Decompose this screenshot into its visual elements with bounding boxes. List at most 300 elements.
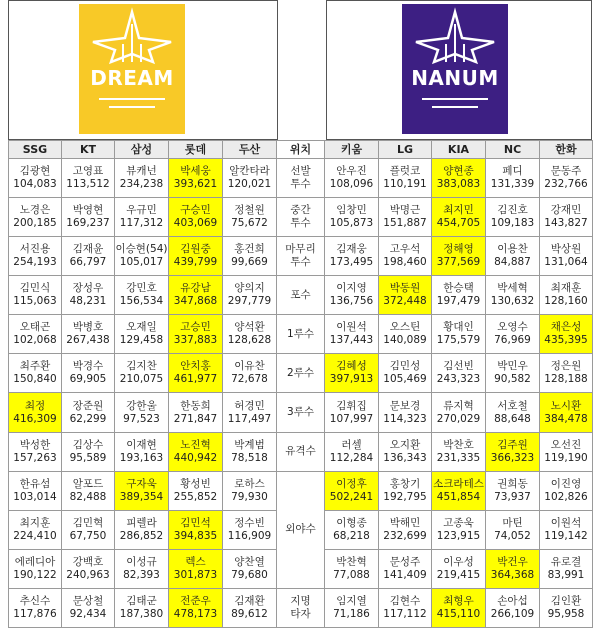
player-cell xyxy=(9,315,62,354)
vote-count: 254,193 xyxy=(13,256,57,269)
player-cell xyxy=(223,393,277,432)
player-name: 박병호 xyxy=(72,321,104,334)
player-name: 우규민 xyxy=(126,204,157,217)
vote-count: 140,089 xyxy=(383,334,427,347)
player-name: 김주원 xyxy=(497,438,528,451)
player-cell xyxy=(62,588,115,627)
table-row xyxy=(9,432,593,471)
player-cell xyxy=(9,510,62,549)
vote-count: 193,163 xyxy=(119,451,164,464)
player-name: 장준원 xyxy=(72,399,104,412)
vote-count: 266,109 xyxy=(490,607,535,620)
player-name: 김혜성 xyxy=(336,360,367,373)
all-star-vote-table xyxy=(8,140,593,628)
player-cell xyxy=(325,471,379,510)
player-name: 임창민 xyxy=(336,204,367,217)
vote-count: 113,512 xyxy=(66,178,110,191)
player-name: 이우성 xyxy=(443,555,474,568)
position-label: 유격수 xyxy=(277,432,325,471)
vote-count: 394,835 xyxy=(173,529,218,542)
player-cell xyxy=(223,315,277,354)
vote-count: 397,913 xyxy=(329,373,374,386)
position-label: 중간 투수 xyxy=(277,198,325,237)
player-cell xyxy=(169,432,223,471)
vote-count: 117,112 xyxy=(383,607,427,620)
vote-count: 156,534 xyxy=(119,295,164,308)
vote-count: 110,191 xyxy=(383,178,427,191)
player-cell xyxy=(432,549,486,588)
vote-count: 286,852 xyxy=(119,529,164,542)
player-cell xyxy=(540,432,593,471)
vote-count: 116,909 xyxy=(227,529,272,542)
vote-count: 123,915 xyxy=(436,529,481,542)
vote-count: 393,621 xyxy=(173,178,218,191)
player-cell xyxy=(486,315,540,354)
player-cell xyxy=(62,549,115,588)
vote-count: 301,873 xyxy=(173,568,218,581)
player-name: 이정후 xyxy=(336,477,367,490)
player-name: 류지혁 xyxy=(443,399,474,412)
player-cell xyxy=(115,510,169,549)
player-name: 강한울 xyxy=(126,399,157,412)
player-name: 김재환 xyxy=(234,594,265,607)
player-cell xyxy=(540,588,593,627)
player-cell xyxy=(169,471,223,510)
vote-count: 377,569 xyxy=(436,256,481,269)
player-name: 김휘집 xyxy=(336,399,367,412)
vote-count: 478,173 xyxy=(173,607,218,620)
col-header-samsung: 삼성 xyxy=(115,141,169,159)
player-name: 정은원 xyxy=(550,360,582,373)
player-cell xyxy=(325,315,379,354)
nanum-logo-text: NANUM xyxy=(411,66,499,90)
player-cell xyxy=(486,432,540,471)
player-cell xyxy=(325,510,379,549)
vote-count: 62,299 xyxy=(69,412,107,425)
vote-count: 131,339 xyxy=(490,178,535,191)
player-cell xyxy=(62,354,115,393)
player-name: 최주환 xyxy=(19,360,51,373)
vote-count: 90,582 xyxy=(494,373,531,386)
player-cell xyxy=(540,276,593,315)
vote-count: 117,497 xyxy=(227,412,272,425)
player-cell xyxy=(223,237,277,276)
vote-count: 48,231 xyxy=(69,295,107,308)
player-name: 최지민 xyxy=(443,204,474,217)
player-cell xyxy=(486,198,540,237)
player-name: 피렐라 xyxy=(126,516,157,529)
vote-count: 173,495 xyxy=(329,256,374,269)
col-header-doosan: 두산 xyxy=(223,141,277,159)
player-cell xyxy=(62,471,115,510)
player-cell xyxy=(115,393,169,432)
player-name: 이진영 xyxy=(550,477,582,490)
player-cell xyxy=(223,549,277,588)
player-name: 오선진 xyxy=(550,438,582,451)
vote-count: 102,826 xyxy=(544,490,588,503)
vote-count: 366,323 xyxy=(490,451,535,464)
player-cell xyxy=(169,549,223,588)
vote-count: 267,438 xyxy=(66,334,110,347)
vote-count: 115,063 xyxy=(13,295,57,308)
player-cell xyxy=(9,588,62,627)
player-name: 이원석 xyxy=(550,516,582,529)
vote-count: 73,937 xyxy=(494,490,531,503)
position-label: 1루수 xyxy=(277,315,325,354)
player-cell xyxy=(432,198,486,237)
col-header-lg: LG xyxy=(379,141,432,159)
player-cell xyxy=(9,393,62,432)
player-name: 이용찬 xyxy=(497,243,528,256)
player-name: 문동주 xyxy=(550,165,582,178)
vote-count: 68,218 xyxy=(333,529,370,542)
player-name: 권희동 xyxy=(497,477,528,490)
player-cell xyxy=(169,315,223,354)
player-name: 추신수 xyxy=(19,594,51,607)
player-cell xyxy=(486,237,540,276)
player-name: 노시환 xyxy=(550,399,582,412)
vote-count: 157,263 xyxy=(13,451,57,464)
col-header-kiwoom: 키움 xyxy=(325,141,379,159)
player-cell xyxy=(432,393,486,432)
player-cell xyxy=(540,354,593,393)
player-name: 박계범 xyxy=(234,438,265,451)
player-name: 구자욱 xyxy=(126,477,157,490)
player-cell xyxy=(9,159,62,198)
table-row xyxy=(9,354,593,393)
player-name: 김원중 xyxy=(180,243,211,256)
player-name: 손아섭 xyxy=(497,594,528,607)
player-cell xyxy=(115,588,169,627)
player-cell xyxy=(432,276,486,315)
player-name: 러셀 xyxy=(341,438,362,451)
player-name: 김민성 xyxy=(389,360,421,373)
table-row xyxy=(9,159,593,198)
player-cell xyxy=(9,432,62,471)
player-cell xyxy=(325,549,379,588)
player-name: 알포드 xyxy=(72,477,104,490)
position-label: 선발 투수 xyxy=(277,159,325,198)
player-name: 이성규 xyxy=(126,555,157,568)
player-name: 박명근 xyxy=(389,204,421,217)
vote-count: 439,799 xyxy=(173,256,218,269)
vote-count: 192,795 xyxy=(383,490,427,503)
vote-count: 232,766 xyxy=(544,178,588,191)
player-name: 김진호 xyxy=(497,204,528,217)
position-label: 마무리 투수 xyxy=(277,237,325,276)
vote-count: 384,478 xyxy=(544,412,588,425)
vote-count: 234,238 xyxy=(119,178,164,191)
vote-count: 77,088 xyxy=(333,568,370,581)
vote-count: 112,284 xyxy=(329,451,374,464)
vote-count: 128,628 xyxy=(227,334,272,347)
player-cell xyxy=(223,198,277,237)
player-name: 양석환 xyxy=(234,321,265,334)
vote-count: 297,779 xyxy=(227,295,272,308)
player-name: 한동희 xyxy=(180,399,211,412)
player-cell xyxy=(379,354,432,393)
player-cell xyxy=(540,237,593,276)
table-row xyxy=(9,276,593,315)
vote-count: 255,852 xyxy=(173,490,218,503)
player-name: 임지열 xyxy=(336,594,367,607)
player-name: 김지찬 xyxy=(126,360,157,373)
player-name: 강민호 xyxy=(126,282,157,295)
player-cell xyxy=(62,315,115,354)
player-cell xyxy=(9,471,62,510)
vote-count: 197,479 xyxy=(436,295,481,308)
player-name: 최재훈 xyxy=(550,282,582,295)
player-cell xyxy=(62,276,115,315)
player-name: 뷰캐넌 xyxy=(126,165,157,178)
player-cell xyxy=(540,159,593,198)
player-cell xyxy=(379,471,432,510)
vote-count: 120,021 xyxy=(227,178,272,191)
player-cell xyxy=(325,159,379,198)
player-cell xyxy=(379,510,432,549)
player-name: 장성우 xyxy=(72,282,104,295)
player-cell xyxy=(9,354,62,393)
player-cell xyxy=(223,432,277,471)
player-cell xyxy=(432,432,486,471)
player-name: 정철원 xyxy=(234,204,265,217)
player-name: 이지영 xyxy=(336,282,367,295)
vote-count: 435,395 xyxy=(544,334,588,347)
col-header-hanwha: 한화 xyxy=(540,141,593,159)
vote-count: 337,883 xyxy=(173,334,218,347)
player-cell xyxy=(379,549,432,588)
player-name: 황성빈 xyxy=(180,477,211,490)
player-name: 고영표 xyxy=(72,165,104,178)
player-name: 문보경 xyxy=(389,399,421,412)
player-cell xyxy=(540,315,593,354)
player-name: 알칸타라 xyxy=(229,165,270,178)
player-name: 이원석 xyxy=(336,321,367,334)
player-cell xyxy=(432,354,486,393)
vote-count: 231,335 xyxy=(436,451,481,464)
vote-count: 169,237 xyxy=(66,217,110,230)
vote-count: 187,380 xyxy=(119,607,164,620)
col-header-position: 위치 xyxy=(277,141,325,159)
player-name: 홍창기 xyxy=(389,477,421,490)
player-cell xyxy=(169,588,223,627)
player-cell xyxy=(62,510,115,549)
player-cell xyxy=(540,549,593,588)
vote-count: 372,448 xyxy=(383,295,427,308)
player-cell xyxy=(379,588,432,627)
player-name: 채은성 xyxy=(550,321,582,334)
table-row xyxy=(9,315,593,354)
player-cell xyxy=(325,237,379,276)
player-name: 김민식 xyxy=(19,282,51,295)
player-name: 박동원 xyxy=(389,282,421,295)
player-cell xyxy=(486,549,540,588)
player-cell xyxy=(223,588,277,627)
player-name: 마틴 xyxy=(502,516,523,529)
col-header-kt: KT xyxy=(62,141,115,159)
vote-count: 114,323 xyxy=(383,412,427,425)
table-row xyxy=(9,588,593,627)
player-name: 한승택 xyxy=(443,282,474,295)
vote-count: 76,969 xyxy=(494,334,531,347)
table-header-row xyxy=(9,141,593,159)
table-body xyxy=(9,159,593,628)
vote-count: 383,083 xyxy=(436,178,481,191)
vote-count: 83,991 xyxy=(547,568,585,581)
dream-logo-panel xyxy=(8,0,278,140)
player-name: 김재웅 xyxy=(336,243,367,256)
player-cell xyxy=(432,237,486,276)
position-label: 외야수 xyxy=(277,471,325,588)
vote-count: 99,669 xyxy=(231,256,268,269)
vote-count: 240,963 xyxy=(66,568,110,581)
vote-count: 75,672 xyxy=(231,217,268,230)
player-cell xyxy=(432,315,486,354)
vote-count: 102,068 xyxy=(13,334,57,347)
player-name: 김재윤 xyxy=(72,243,104,256)
player-name: 양의지 xyxy=(234,282,265,295)
player-name: 로하스 xyxy=(234,477,265,490)
player-name: 박상원 xyxy=(550,243,582,256)
vote-count: 109,183 xyxy=(490,217,535,230)
vote-count: 95,589 xyxy=(69,451,107,464)
player-name: 박세혁 xyxy=(497,282,528,295)
player-cell xyxy=(325,354,379,393)
vote-count: 232,699 xyxy=(383,529,427,542)
vote-count: 136,343 xyxy=(383,451,427,464)
player-name: 박경수 xyxy=(72,360,104,373)
player-name: 박민우 xyxy=(497,360,528,373)
player-name: 정해영 xyxy=(443,243,474,256)
dream-logo xyxy=(79,4,185,134)
player-cell xyxy=(223,159,277,198)
player-cell xyxy=(169,276,223,315)
vote-count: 128,160 xyxy=(544,295,588,308)
vote-count: 84,887 xyxy=(494,256,531,269)
vote-count: 74,052 xyxy=(494,529,531,542)
vote-count: 150,840 xyxy=(13,373,57,386)
vote-count: 105,017 xyxy=(119,256,164,269)
vote-count: 97,523 xyxy=(123,412,160,425)
player-cell xyxy=(325,276,379,315)
player-name: 오영수 xyxy=(497,321,528,334)
vote-count: 403,069 xyxy=(173,217,218,230)
player-cell xyxy=(169,198,223,237)
position-label: 2루수 xyxy=(277,354,325,393)
player-cell xyxy=(115,276,169,315)
player-cell xyxy=(62,198,115,237)
player-name: 허경민 xyxy=(234,399,265,412)
vote-count: 104,083 xyxy=(13,178,57,191)
vote-count: 219,415 xyxy=(436,568,481,581)
vote-count: 461,977 xyxy=(173,373,218,386)
player-name: 이유찬 xyxy=(234,360,265,373)
player-name: 한유섬 xyxy=(19,477,51,490)
player-cell xyxy=(115,198,169,237)
player-cell xyxy=(486,276,540,315)
player-cell xyxy=(115,549,169,588)
player-cell xyxy=(62,159,115,198)
vote-count: 82,488 xyxy=(69,490,107,503)
col-header-nc: NC xyxy=(486,141,540,159)
player-cell xyxy=(62,393,115,432)
vote-count: 67,750 xyxy=(69,529,107,542)
vote-count: 243,323 xyxy=(436,373,481,386)
player-name: 최지훈 xyxy=(19,516,51,529)
player-cell xyxy=(325,393,379,432)
vote-count: 117,876 xyxy=(13,607,57,620)
player-cell xyxy=(540,510,593,549)
player-name: 렉스 xyxy=(185,555,206,568)
player-cell xyxy=(169,510,223,549)
player-name: 유로결 xyxy=(550,555,582,568)
vote-count: 79,680 xyxy=(231,568,268,581)
vote-count: 105,873 xyxy=(329,217,374,230)
player-cell xyxy=(379,198,432,237)
player-name: 고종욱 xyxy=(443,516,474,529)
vote-count: 137,443 xyxy=(329,334,374,347)
position-label: 포수 xyxy=(277,276,325,315)
vote-count: 141,409 xyxy=(383,568,427,581)
vote-count: 502,241 xyxy=(329,490,374,503)
player-cell xyxy=(379,393,432,432)
player-cell xyxy=(486,471,540,510)
player-cell xyxy=(432,588,486,627)
vote-count: 143,827 xyxy=(544,217,588,230)
player-cell xyxy=(115,354,169,393)
player-name: 오태곤 xyxy=(19,321,51,334)
player-name: 김인환 xyxy=(550,594,582,607)
vote-count: 128,188 xyxy=(544,373,588,386)
vote-count: 136,756 xyxy=(329,295,374,308)
vote-count: 415,110 xyxy=(436,607,481,620)
player-name: 황대인 xyxy=(443,321,474,334)
player-name: 최형우 xyxy=(443,594,474,607)
vote-count: 454,705 xyxy=(436,217,481,230)
player-name: 에레디아 xyxy=(14,555,56,568)
vote-count: 440,942 xyxy=(173,451,218,464)
vote-count: 131,064 xyxy=(544,256,588,269)
player-name: 박세웅 xyxy=(180,165,211,178)
player-cell xyxy=(379,432,432,471)
player-cell xyxy=(169,393,223,432)
player-cell xyxy=(9,276,62,315)
vote-count: 95,958 xyxy=(547,607,585,620)
player-cell xyxy=(486,510,540,549)
col-header-ssg: SSG xyxy=(9,141,62,159)
player-name: 김상수 xyxy=(72,438,104,451)
player-name: 안우진 xyxy=(336,165,367,178)
vote-count: 364,368 xyxy=(490,568,535,581)
vote-count: 117,312 xyxy=(119,217,164,230)
vote-count: 69,905 xyxy=(69,373,107,386)
player-name: 김민석 xyxy=(180,516,211,529)
player-name: 정수빈 xyxy=(234,516,265,529)
player-name: 김민혁 xyxy=(72,516,104,529)
player-cell xyxy=(223,471,277,510)
player-name: 박영현 xyxy=(72,204,104,217)
vote-count: 119,190 xyxy=(544,451,588,464)
vote-count: 71,186 xyxy=(333,607,370,620)
player-cell xyxy=(115,237,169,276)
vote-count: 190,122 xyxy=(13,568,57,581)
player-name: 박성한 xyxy=(19,438,51,451)
vote-count: 130,632 xyxy=(490,295,535,308)
vote-count: 72,678 xyxy=(231,373,268,386)
player-name: 최정 xyxy=(24,399,46,412)
player-cell xyxy=(486,588,540,627)
player-name: 노진혁 xyxy=(180,438,211,451)
